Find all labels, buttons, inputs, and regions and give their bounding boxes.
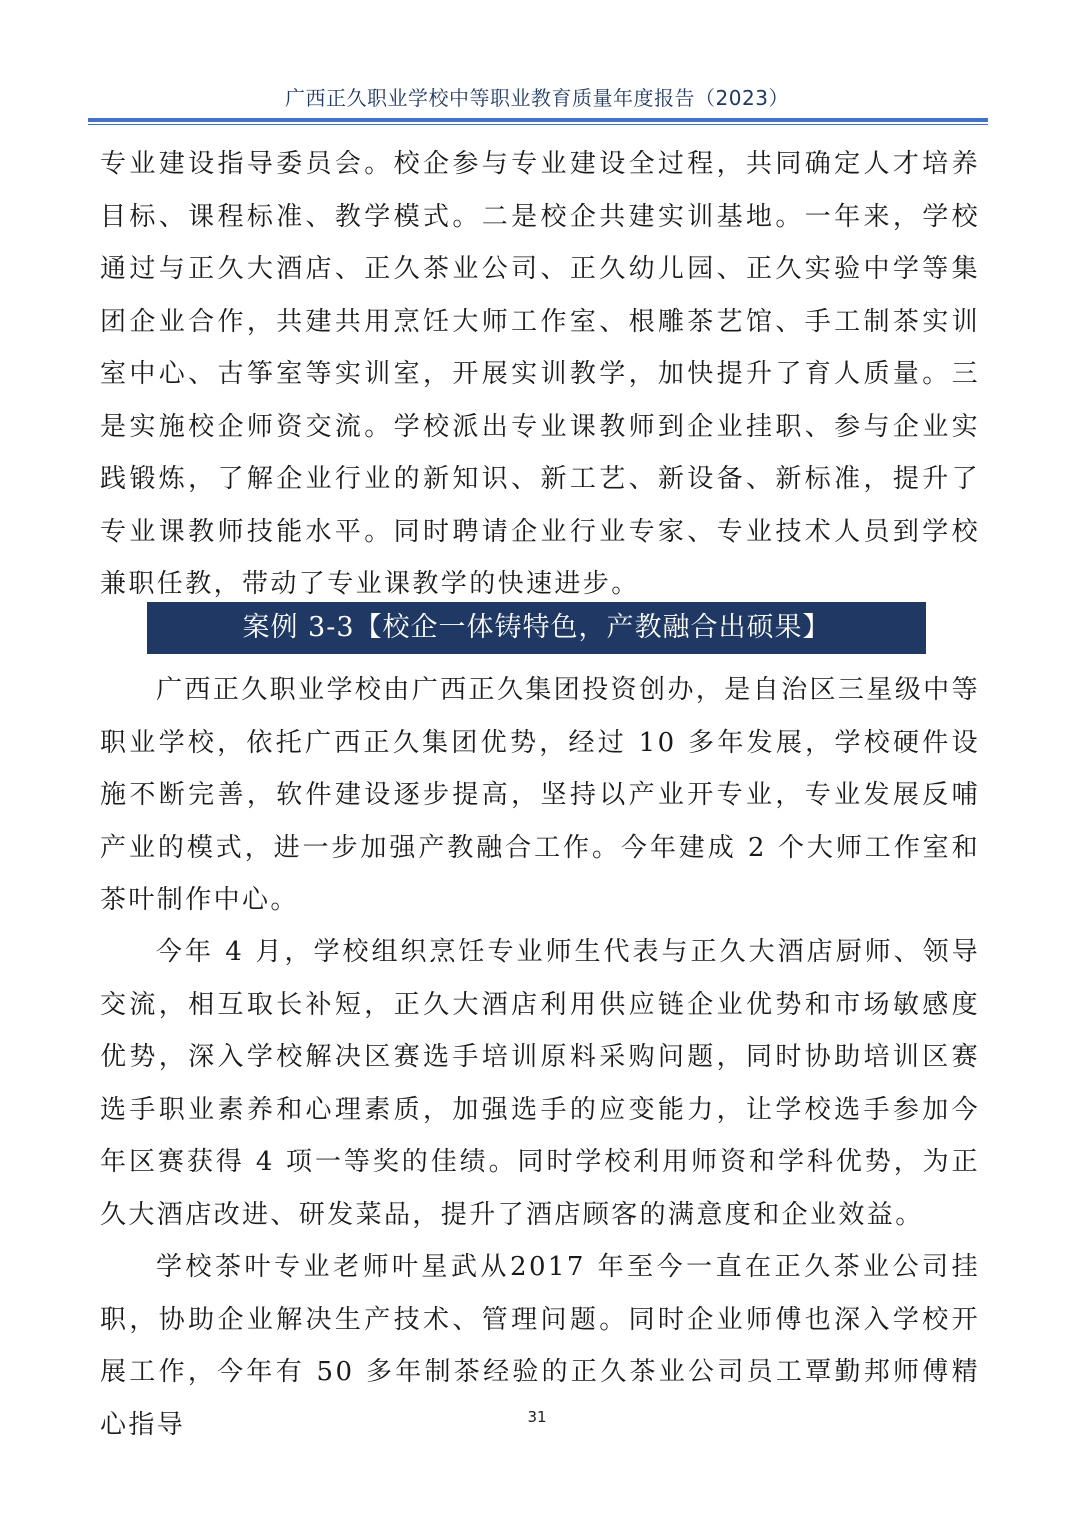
page-number: 31 bbox=[527, 1408, 547, 1426]
paragraph-april-exchange: 今年 4 月，学校组织烹饪专业师生代表与正久大酒店厨师、领导交流，相互取长补短，正久大酒店利用供应链企业优势和市场敏感度优势，深入学校解决区赛选手培训原料采购问题，同时协助培训区赛选手职业素养和心理素质，加强选手的应变能力，让学校选手参加今年区赛获得 4 项一等奖的佳绩。同时学校利用师资和学科优势，为正久大酒店改进、研发菜品，提升了酒店顾客的满意度和企业效益。 bbox=[100, 937, 980, 1230]
case-title-banner: 案例 3-3【校企一体铸特色，产教融合出硕果】 bbox=[147, 602, 926, 654]
header-rule-thin bbox=[88, 124, 988, 125]
paragraph-school-intro: 广西正久职业学校由广西正久集团投资创办，是自治区三星级中等职业学校，依托广西正久集团优势，经过 10 多年发展，学校硬件设施不断完善，软件建设逐步提高，坚持以产业开专业，专业发展反哺产业的模式，进一步加强产教融合工作。今年建成 2 个大师工作室和茶叶制作中心。 bbox=[100, 675, 980, 915]
paragraph-continuation: 专业建设指导委员会。校企参与专业建设全过程，共同确定人才培养目标、课程标准、教学模式。二是校企共建实训基地。一年来，学校通过与正久大酒店、正久茶业公司、正久幼儿园、正久实验中学等集团企业合作，共建共用烹饪大师工作室、根雕茶艺馆、手工制茶实训室中心、古筝室等实训室，开展实训教学，加快提升了育人质量。三是实施校企师资交流。学校派出专业课教师到企业挂职、参与企业实践锻炼，了解企业行业的新知识、新工艺、新设备、新标准，提升了专业课教师技能水平。同时聘请企业行业专家、专业技术人员到学校兼职任教，带动了专业课教学的快速进步。 bbox=[100, 149, 980, 599]
header-rule-thick bbox=[88, 118, 988, 122]
report-header-title: 广西正久职业学校中等职业教育质量年度报告（2023） bbox=[285, 86, 789, 110]
paragraph-tea-teacher: 学校茶叶专业老师叶星武从2017 年至今一直在正久茶业公司挂职，协助企业解决生产技术、管理问题。同时企业师傅也深入学校开展工作，今年有 50 多年制茶经验的正久茶业公司员工覃勤邦师傅精心指导 bbox=[100, 1252, 980, 1440]
